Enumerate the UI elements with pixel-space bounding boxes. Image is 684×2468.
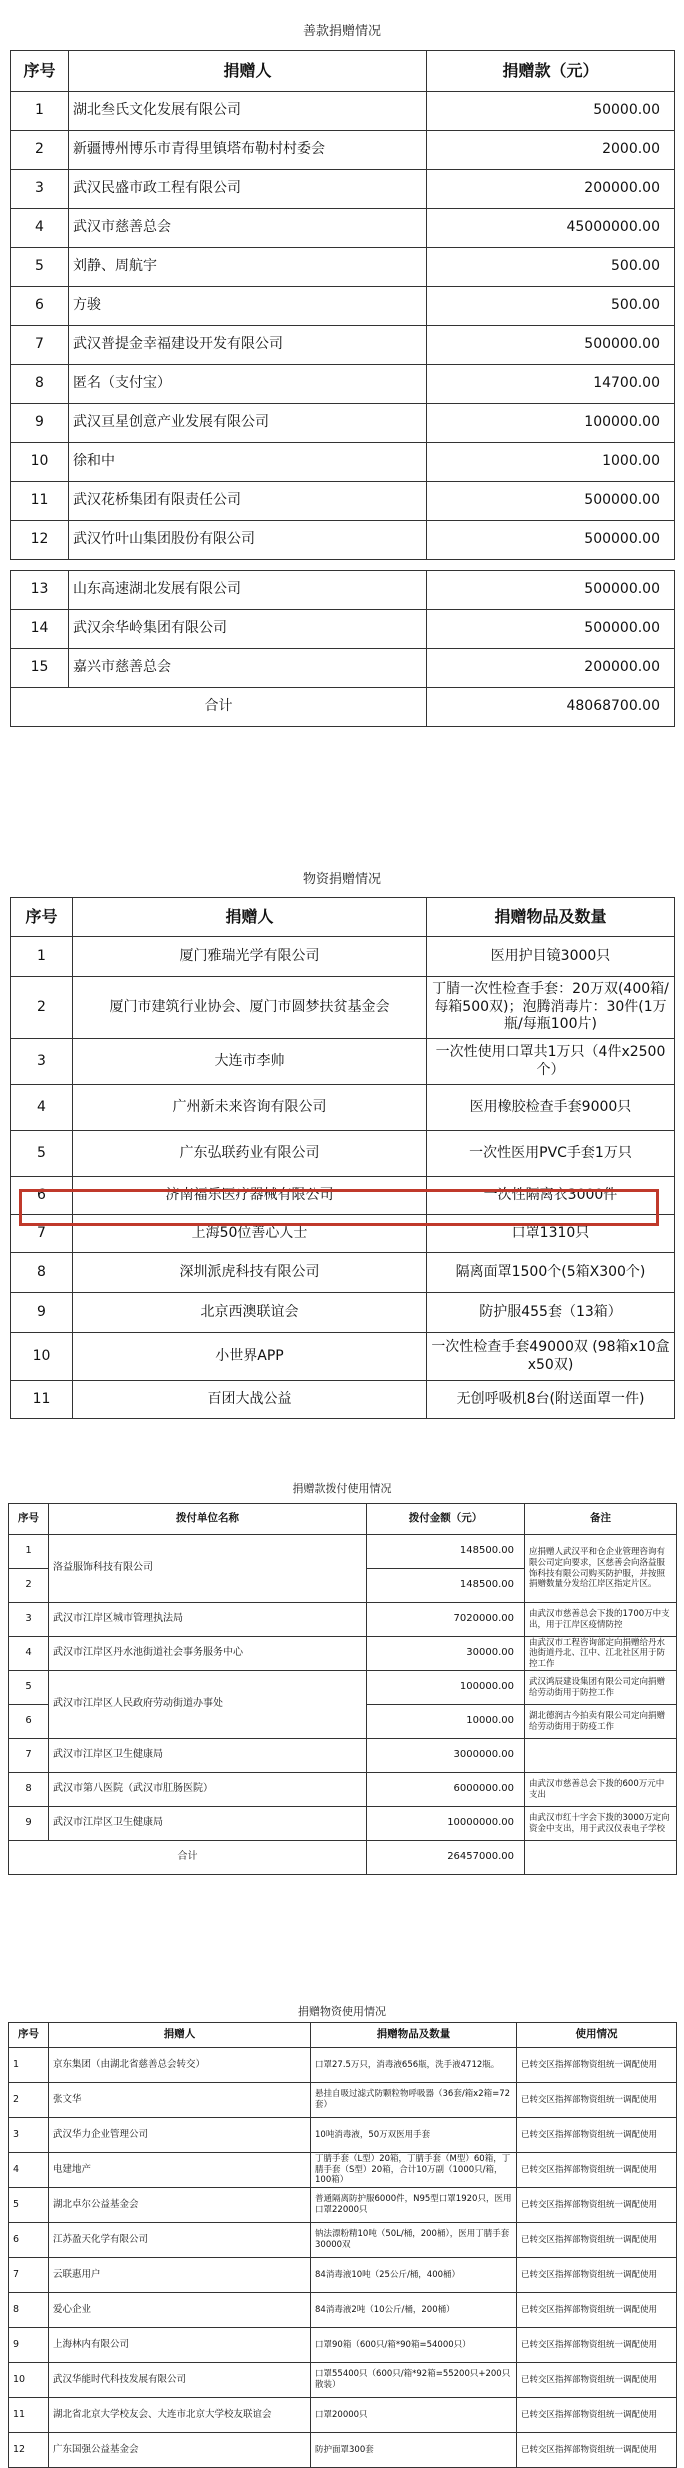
row-donor: 武汉华力企业管理公司 bbox=[49, 2118, 311, 2153]
row-items: 防护面罩300套 bbox=[311, 2433, 517, 2468]
row-donor: 济南福乐医疗器械有限公司 bbox=[73, 1177, 427, 1215]
row-items: 丁腈一次性检查手套：20万双(400箱/每箱500双)；泡腾消毒片：30件(1万瓶/每瓶100片) bbox=[427, 977, 675, 1039]
row-no: 1 bbox=[9, 1535, 49, 1569]
row-amount: 500.00 bbox=[427, 287, 675, 326]
table-row bbox=[9, 1739, 677, 1773]
row-unit: 武汉市江岸区卫生健康局 bbox=[49, 1807, 367, 1841]
table-row bbox=[11, 170, 675, 209]
row-items: 一次性检查手套49000双 (98箱x10盒x50双) bbox=[427, 1333, 675, 1381]
row-usage: 已转交区指挥部物资组统一调配使用 bbox=[517, 2223, 677, 2258]
row-donor: 徐和中 bbox=[69, 443, 427, 482]
row-no: 5 bbox=[9, 1671, 49, 1705]
row-no: 12 bbox=[9, 2433, 49, 2468]
row-note: 由武汉市慈善总会下拨的1700万中支出，用于江岸区疫情防控 bbox=[525, 1603, 677, 1637]
row-unit: 武汉市江岸区城市管理执法局 bbox=[49, 1603, 367, 1637]
row-usage: 已转交区指挥部物资组统一调配使用 bbox=[517, 2083, 677, 2118]
row-note: 由武汉市红十字会下拨的3000万定向资金中支出，用于武汉仪表电子学校 bbox=[525, 1807, 677, 1841]
table-header-row bbox=[11, 898, 675, 937]
table-row bbox=[11, 248, 675, 287]
row-donor: 新疆博州博乐市青得里镇塔布勒村村委会 bbox=[69, 131, 427, 170]
row-note: 由武汉市慈善总会下拨的600万元中支出 bbox=[525, 1773, 677, 1807]
row-amount: 148500.00 bbox=[367, 1535, 525, 1569]
row-items: 隔离面罩1500个(5箱X300个) bbox=[427, 1253, 675, 1293]
row-no: 8 bbox=[11, 365, 69, 404]
table-row bbox=[11, 1293, 675, 1333]
row-donor: 刘静、周航宇 bbox=[69, 248, 427, 287]
table-row bbox=[11, 443, 675, 482]
row-no: 2 bbox=[11, 977, 73, 1039]
row-no: 3 bbox=[11, 1039, 73, 1085]
table-header-row bbox=[11, 51, 675, 92]
section1-title: 善款捐赠情况 bbox=[302, 24, 381, 39]
row-no: 6 bbox=[9, 2223, 49, 2258]
row-amount: 148500.00 bbox=[367, 1569, 525, 1603]
cash-donation-table bbox=[10, 50, 675, 727]
row-no: 3 bbox=[9, 1603, 49, 1637]
row-no: 8 bbox=[11, 1253, 73, 1293]
table-row bbox=[9, 1807, 677, 1841]
row-no: 2 bbox=[9, 1569, 49, 1603]
row-donor: 江苏盈天化学有限公司 bbox=[49, 2223, 311, 2258]
row-amount: 14700.00 bbox=[427, 365, 675, 404]
row-donor: 武汉亘星创意产业发展有限公司 bbox=[69, 404, 427, 443]
table-row bbox=[9, 2048, 677, 2083]
row-amount: 100000.00 bbox=[427, 404, 675, 443]
row-items: 口罩1310只 bbox=[427, 1215, 675, 1253]
row-items: 医用橡胶检查手套9000只 bbox=[427, 1085, 675, 1131]
row-usage: 已转交区指挥部物资组统一调配使用 bbox=[517, 2048, 677, 2083]
col-header-donor: 捐赠人 bbox=[69, 51, 427, 92]
row-no: 2 bbox=[9, 2083, 49, 2118]
row-no: 13 bbox=[11, 571, 69, 610]
row-donor: 京东集团（由湖北省慈善总会转交） bbox=[49, 2048, 311, 2083]
table-row bbox=[11, 209, 675, 248]
row-donor: 武汉余华岭集团有限公司 bbox=[69, 610, 427, 649]
row-no: 7 bbox=[9, 1739, 49, 1773]
row-donor: 湖北叁氏文化发展有限公司 bbox=[69, 92, 427, 131]
col-header-amount: 捐赠款（元） bbox=[427, 51, 675, 92]
table-row bbox=[11, 404, 675, 443]
table-row bbox=[11, 287, 675, 326]
table-gap-row bbox=[11, 560, 675, 571]
col-header-usage: 使用情况 bbox=[517, 2023, 677, 2048]
total-value: 48068700.00 bbox=[427, 688, 675, 727]
table-row bbox=[11, 1039, 675, 1085]
row-no: 15 bbox=[11, 649, 69, 688]
row-items: 悬挂自吸过滤式防颗粒物呼吸器（36套/箱x2箱=72套） bbox=[311, 2083, 517, 2118]
row-note: 湖北德润古今拍卖有限公司定向捐赠给劳动街用于防疫工作 bbox=[525, 1705, 677, 1739]
row-items: 84消毒液2吨（10公斤/桶，200桶） bbox=[311, 2293, 517, 2328]
total-row bbox=[11, 688, 675, 727]
row-no: 6 bbox=[11, 1177, 73, 1215]
table-row bbox=[11, 1085, 675, 1131]
table-row bbox=[11, 482, 675, 521]
total-row bbox=[9, 1841, 677, 1875]
row-donor: 广州新未来咨询有限公司 bbox=[73, 1085, 427, 1131]
total-value: 26457000.00 bbox=[367, 1841, 525, 1875]
row-no: 6 bbox=[9, 1705, 49, 1739]
col-header-no: 序号 bbox=[11, 898, 73, 937]
row-no: 9 bbox=[9, 1807, 49, 1841]
row-donor: 厦门雅瑞光学有限公司 bbox=[73, 937, 427, 977]
table-row bbox=[11, 326, 675, 365]
table-row bbox=[9, 1773, 677, 1807]
table-row bbox=[11, 937, 675, 977]
table-row bbox=[9, 2153, 677, 2188]
row-no: 8 bbox=[9, 1773, 49, 1807]
table-row bbox=[11, 1131, 675, 1177]
row-donor: 爱心企业 bbox=[49, 2293, 311, 2328]
row-donor: 电建地产 bbox=[49, 2153, 311, 2188]
row-amount: 1000.00 bbox=[427, 443, 675, 482]
row-no: 2 bbox=[11, 131, 69, 170]
row-no: 9 bbox=[11, 404, 69, 443]
row-donor: 嘉兴市慈善总会 bbox=[69, 649, 427, 688]
col-header-unit: 拨付单位名称 bbox=[49, 1504, 367, 1535]
table-row bbox=[9, 2328, 677, 2363]
row-donor: 厦门市建筑行业协会、厦门市圆梦扶贫基金会 bbox=[73, 977, 427, 1039]
row-no: 1 bbox=[11, 937, 73, 977]
row-donor: 上海50位善心人士 bbox=[73, 1215, 427, 1253]
row-donor: 山东高速湖北发展有限公司 bbox=[69, 571, 427, 610]
row-note: 应捐赠人武汉平和仓企业管理咨询有限公司定向要求，区慈善会向洛益服饰科技有限公司购买防护服，并按照捐赠数量分发给江岸区指定片区。 bbox=[525, 1535, 677, 1603]
row-donor: 武汉竹叶山集团股份有限公司 bbox=[69, 521, 427, 560]
row-items: 一次性医用PVC手套1万只 bbox=[427, 1131, 675, 1177]
row-usage: 已转交区指挥部物资组统一调配使用 bbox=[517, 2328, 677, 2363]
table-row bbox=[9, 1671, 677, 1705]
row-amount: 30000.00 bbox=[367, 1637, 525, 1671]
section2-title: 物资捐赠情况 bbox=[302, 872, 381, 887]
row-usage: 已转交区指挥部物资组统一调配使用 bbox=[517, 2398, 677, 2433]
row-note: 武汉鸿辰建设集团有限公司定向捐赠给劳动街用于防控工作 bbox=[525, 1671, 677, 1705]
row-amount: 200000.00 bbox=[427, 170, 675, 209]
total-label: 合计 bbox=[9, 1841, 367, 1875]
col-header-note: 备注 bbox=[525, 1504, 677, 1535]
row-usage: 已转交区指挥部物资组统一调配使用 bbox=[517, 2293, 677, 2328]
row-no: 12 bbox=[11, 521, 69, 560]
row-no: 7 bbox=[9, 2258, 49, 2293]
row-no: 4 bbox=[11, 1085, 73, 1131]
row-note bbox=[525, 1739, 677, 1773]
col-header-no: 序号 bbox=[11, 51, 69, 92]
row-unit: 武汉市江岸区卫生健康局 bbox=[49, 1739, 367, 1773]
row-donor: 匿名（支付宝） bbox=[69, 365, 427, 404]
highlight-box bbox=[19, 1189, 659, 1226]
row-items: 口罩90箱（600只/箱*90箱=54000只） bbox=[311, 2328, 517, 2363]
row-no: 11 bbox=[11, 482, 69, 521]
table-row bbox=[9, 2398, 677, 2433]
row-donor: 武汉华能时代科技发展有限公司 bbox=[49, 2363, 311, 2398]
row-no: 3 bbox=[9, 2118, 49, 2153]
material-usage-table bbox=[8, 2022, 677, 2468]
row-amount: 500000.00 bbox=[427, 482, 675, 521]
row-items: 普通隔离防护服6000件，N95型口罩1920只，医用口罩22000只 bbox=[311, 2188, 517, 2223]
row-no: 14 bbox=[11, 610, 69, 649]
row-donor: 上海林内有限公司 bbox=[49, 2328, 311, 2363]
row-no: 1 bbox=[9, 2048, 49, 2083]
row-donor: 大连市李帅 bbox=[73, 1039, 427, 1085]
row-no: 1 bbox=[11, 92, 69, 131]
row-items: 一次性使用口罩共1万只（4件x2500个） bbox=[427, 1039, 675, 1085]
row-no: 5 bbox=[11, 248, 69, 287]
row-no: 4 bbox=[9, 2153, 49, 2188]
col-header-items: 捐赠物品及数量 bbox=[311, 2023, 517, 2048]
row-unit: 武汉市江岸区人民政府劳动街道办事处 bbox=[49, 1671, 367, 1739]
material-donation-table bbox=[10, 897, 675, 1419]
row-donor: 云联惠用户 bbox=[49, 2258, 311, 2293]
row-donor: 湖北卓尔公益基金会 bbox=[49, 2188, 311, 2223]
row-items: 84消毒液10吨（25公斤/桶，400桶） bbox=[311, 2258, 517, 2293]
table-row bbox=[9, 2433, 677, 2468]
row-donor: 小世界APP bbox=[73, 1333, 427, 1381]
col-header-amount: 拨付金额（元） bbox=[367, 1504, 525, 1535]
row-items: 口罩27.5万只，消毒液656瓶，洗手液4712瓶。 bbox=[311, 2048, 517, 2083]
table-row bbox=[9, 1535, 677, 1569]
row-donor: 武汉民盛市政工程有限公司 bbox=[69, 170, 427, 209]
row-unit: 武汉市第八医院（武汉市肛肠医院） bbox=[49, 1773, 367, 1807]
row-donor: 武汉普提金幸福建设开发有限公司 bbox=[69, 326, 427, 365]
row-items: 钠法漂粉精10吨（50L/桶，200桶），医用丁腈手套30000双 bbox=[311, 2223, 517, 2258]
row-no: 11 bbox=[11, 1381, 73, 1419]
table-row bbox=[9, 2118, 677, 2153]
row-items: 口罩55400只（600只/箱*92箱=55200只+200只散装） bbox=[311, 2363, 517, 2398]
row-items: 无创呼吸机8台(附送面罩一件) bbox=[427, 1381, 675, 1419]
row-usage: 已转交区指挥部物资组统一调配使用 bbox=[517, 2118, 677, 2153]
table-row bbox=[11, 92, 675, 131]
row-amount: 500000.00 bbox=[427, 571, 675, 610]
table-row bbox=[9, 1637, 677, 1671]
table-header-row bbox=[9, 1504, 677, 1535]
row-amount: 500000.00 bbox=[427, 610, 675, 649]
col-header-donor: 捐赠人 bbox=[49, 2023, 311, 2048]
row-donor: 方骏 bbox=[69, 287, 427, 326]
row-no: 7 bbox=[11, 1215, 73, 1253]
row-items: 口罩20000只 bbox=[311, 2398, 517, 2433]
row-no: 11 bbox=[9, 2398, 49, 2433]
row-usage: 已转交区指挥部物资组统一调配使用 bbox=[517, 2188, 677, 2223]
table-row bbox=[9, 2083, 677, 2118]
row-donor: 湖北省北京大学校友会、大连市北京大学校友联谊会 bbox=[49, 2398, 311, 2433]
row-donor: 武汉市慈善总会 bbox=[69, 209, 427, 248]
table-row bbox=[11, 131, 675, 170]
col-header-no: 序号 bbox=[9, 2023, 49, 2048]
row-usage: 已转交区指挥部物资组统一调配使用 bbox=[517, 2258, 677, 2293]
row-donor: 广东国强公益基金会 bbox=[49, 2433, 311, 2468]
total-label: 合计 bbox=[11, 688, 427, 727]
row-donor: 百团大战公益 bbox=[73, 1381, 427, 1419]
row-items: 医用护目镜3000只 bbox=[427, 937, 675, 977]
row-unit: 武汉市江岸区丹水池街道社会事务服务中心 bbox=[49, 1637, 367, 1671]
row-note: 由武汉市工程咨询部定向捐赠给丹水池街道丹北、江中、江北社区用于防控工作 bbox=[525, 1637, 677, 1671]
table-row bbox=[11, 977, 675, 1039]
total-note bbox=[525, 1841, 677, 1875]
row-items: 丁腈手套（L型）20箱，丁腈手套（M型）60箱，丁腈手套（S型）20箱，合计10万副（1000只/箱，100箱） bbox=[311, 2153, 517, 2188]
row-amount: 50000.00 bbox=[427, 92, 675, 131]
row-no: 4 bbox=[11, 209, 69, 248]
row-no: 10 bbox=[11, 1333, 73, 1381]
table-row bbox=[11, 365, 675, 404]
table-row bbox=[11, 571, 675, 610]
row-usage: 已转交区指挥部物资组统一调配使用 bbox=[517, 2153, 677, 2188]
row-amount: 100000.00 bbox=[367, 1671, 525, 1705]
col-header-items: 捐赠物品及数量 bbox=[427, 898, 675, 937]
row-donor: 广东弘联药业有限公司 bbox=[73, 1131, 427, 1177]
row-amount: 10000000.00 bbox=[367, 1807, 525, 1841]
row-items: 一次性隔离衣3000件 bbox=[427, 1177, 675, 1215]
row-amount: 7020000.00 bbox=[367, 1603, 525, 1637]
row-no: 9 bbox=[11, 1293, 73, 1333]
row-no: 5 bbox=[11, 1131, 73, 1177]
table-row bbox=[9, 2258, 677, 2293]
row-amount: 10000.00 bbox=[367, 1705, 525, 1739]
row-amount: 500000.00 bbox=[427, 326, 675, 365]
row-no: 4 bbox=[9, 1637, 49, 1671]
row-no: 5 bbox=[9, 2188, 49, 2223]
row-amount: 500000.00 bbox=[427, 521, 675, 560]
row-donor: 深圳派虎科技有限公司 bbox=[73, 1253, 427, 1293]
row-no: 8 bbox=[9, 2293, 49, 2328]
row-usage: 已转交区指挥部物资组统一调配使用 bbox=[517, 2433, 677, 2468]
row-no: 10 bbox=[11, 443, 69, 482]
row-amount: 45000000.00 bbox=[427, 209, 675, 248]
table-row bbox=[11, 649, 675, 688]
table-row bbox=[9, 2188, 677, 2223]
row-no: 7 bbox=[11, 326, 69, 365]
row-unit: 洛益服饰科技有限公司 bbox=[49, 1535, 367, 1603]
fund-usage-table bbox=[8, 1503, 677, 1875]
row-no: 3 bbox=[11, 170, 69, 209]
table-row bbox=[9, 2293, 677, 2328]
row-items: 10吨消毒液，50万双医用手套 bbox=[311, 2118, 517, 2153]
row-amount: 6000000.00 bbox=[367, 1773, 525, 1807]
table-row bbox=[11, 1381, 675, 1419]
row-donor: 武汉花桥集团有限责任公司 bbox=[69, 482, 427, 521]
row-amount: 500.00 bbox=[427, 248, 675, 287]
row-donor: 北京西澳联谊会 bbox=[73, 1293, 427, 1333]
table-row bbox=[9, 1603, 677, 1637]
col-header-no: 序号 bbox=[9, 1504, 49, 1535]
row-no: 6 bbox=[11, 287, 69, 326]
table-row bbox=[9, 2363, 677, 2398]
row-no: 9 bbox=[9, 2328, 49, 2363]
gap-cell bbox=[11, 560, 675, 571]
table-header-row bbox=[9, 2023, 677, 2048]
row-donor: 张文华 bbox=[49, 2083, 311, 2118]
section4-title: 捐赠物资使用情况 bbox=[298, 2005, 386, 2018]
row-amount: 3000000.00 bbox=[367, 1739, 525, 1773]
table-row bbox=[9, 2223, 677, 2258]
table-row bbox=[11, 1253, 675, 1293]
row-no: 10 bbox=[9, 2363, 49, 2398]
table-row bbox=[11, 521, 675, 560]
table-row bbox=[11, 1333, 675, 1381]
section3-title: 捐赠款拨付使用情况 bbox=[292, 1482, 392, 1495]
col-header-donor: 捐赠人 bbox=[73, 898, 427, 937]
row-usage: 已转交区指挥部物资组统一调配使用 bbox=[517, 2363, 677, 2398]
row-items: 防护服455套（13箱） bbox=[427, 1293, 675, 1333]
row-amount: 200000.00 bbox=[427, 649, 675, 688]
table-row bbox=[11, 610, 675, 649]
row-amount: 2000.00 bbox=[427, 131, 675, 170]
